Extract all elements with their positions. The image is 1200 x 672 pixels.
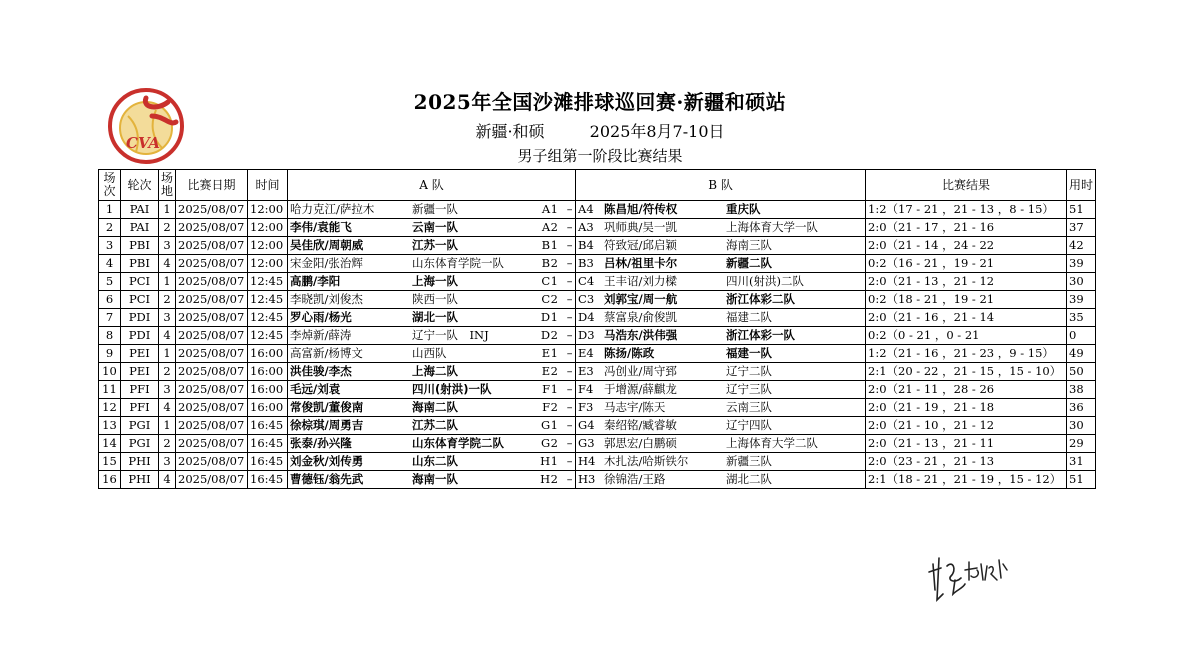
team-a-players: 李晓凯/刘俊杰 (290, 292, 363, 306)
cell-no: 7 (99, 309, 121, 327)
cell-duration: 30 (1067, 273, 1096, 291)
team-b-name: 海南三队 (726, 238, 773, 252)
cell-team-a (288, 327, 576, 345)
cell-round: PBI (121, 237, 159, 255)
cell-court: 4 (159, 471, 176, 489)
team-a-name: 上海一队 (412, 274, 459, 288)
team-b-name: 辽宁三队 (726, 382, 773, 396)
table-row (99, 201, 1096, 219)
cell-team-a (288, 363, 576, 381)
team-b-seed: C4 (578, 274, 595, 288)
team-a-name: 上海二队 (412, 364, 459, 378)
team-a-players: 常俊凯/董俊南 (290, 400, 364, 414)
cell-time: 12:00 (248, 219, 288, 237)
cell-no: 3 (99, 237, 121, 255)
team-b-players: 马浩东/洪伟强 (604, 328, 678, 342)
cell-team-b (576, 237, 866, 255)
cell-result: 2:0（21 - 19 ，21 - 18 (866, 399, 1067, 417)
team-a-players: 李伟/袁能飞 (290, 220, 352, 234)
team-a-name: 江苏一队 (412, 238, 459, 252)
cell-duration: 51 (1067, 471, 1096, 489)
table-row (99, 417, 1096, 435)
cell-duration: 51 (1067, 201, 1096, 219)
cell-team-b (576, 255, 866, 273)
cell-time: 12:00 (248, 255, 288, 273)
col-header-date: 比赛日期 (176, 170, 248, 201)
cell-time: 16:00 (248, 363, 288, 381)
cell-round: PGI (121, 435, 159, 453)
team-a-seed: C1 – (541, 274, 574, 288)
team-b-players: 吕林/祖里卡尔 (604, 256, 678, 270)
cell-duration: 50 (1067, 363, 1096, 381)
table-row (99, 363, 1096, 381)
team-b-players: 巩师典/吴一凯 (604, 220, 677, 234)
team-b-name: 湖北二队 (726, 472, 773, 486)
table-row (99, 219, 1096, 237)
cell-no: 14 (99, 435, 121, 453)
cell-team-a (288, 345, 576, 363)
cell-duration: 35 (1067, 309, 1096, 327)
team-b-name: 新疆二队 (726, 256, 773, 270)
team-b-name: 重庆队 (726, 202, 761, 216)
cell-date: 2025/08/07 (176, 273, 248, 291)
team-a-name: 山东体育学院一队 (412, 256, 505, 270)
cell-duration: 29 (1067, 435, 1096, 453)
cell-result: 0:2（0 - 21 ，0 - 21 (866, 327, 1067, 345)
cell-round: PDI (121, 327, 159, 345)
table-row (99, 345, 1096, 363)
cell-no: 10 (99, 363, 121, 381)
cell-court: 2 (159, 219, 176, 237)
col-header-team-b: B 队 (576, 170, 866, 201)
team-a-players: 哈力克江/萨拉木 (290, 202, 375, 216)
cell-team-b (576, 435, 866, 453)
cell-no: 13 (99, 417, 121, 435)
team-a-seed: A2 – (541, 220, 574, 234)
team-b-players: 木扎法/哈斯铁尔 (604, 454, 689, 468)
cell-team-a (288, 453, 576, 471)
team-a-name: 云南一队 (412, 220, 459, 234)
cell-duration: 42 (1067, 237, 1096, 255)
team-b-players: 符致冠/邱启颖 (604, 238, 677, 252)
team-b-players: 王丰诏/刘力樑 (604, 274, 677, 288)
cell-no: 9 (99, 345, 121, 363)
cell-court: 2 (159, 363, 176, 381)
cell-team-a (288, 417, 576, 435)
cell-team-b (576, 327, 866, 345)
cell-result: 0:2（16 - 21 ，19 - 21 (866, 255, 1067, 273)
cell-date: 2025/08/07 (176, 471, 248, 489)
team-b-seed: F4 (578, 382, 594, 396)
team-b-name: 浙江体彩一队 (726, 328, 796, 342)
team-a-players: 曹德钰/翁先武 (290, 472, 364, 486)
team-b-players: 马志宇/陈天 (604, 400, 666, 414)
team-a-name: 山东二队 (412, 454, 459, 468)
cell-round: PEI (121, 345, 159, 363)
cell-date: 2025/08/07 (176, 291, 248, 309)
results-table (98, 169, 1096, 489)
team-a-players: 罗心雨/杨光 (290, 310, 352, 324)
cell-court: 1 (159, 345, 176, 363)
team-a-name: 湖北一队 (412, 310, 459, 324)
team-b-players: 秦绍铭/臧睿敏 (604, 418, 677, 432)
cell-result: 2:0（21 - 16 ，21 - 14 (866, 309, 1067, 327)
team-a-name: 辽宁一队 INJ (412, 328, 489, 342)
cell-time: 16:45 (248, 417, 288, 435)
cell-result: 0:2（18 - 21 ，19 - 21 (866, 291, 1067, 309)
cell-round: PGI (121, 417, 159, 435)
team-b-name: 浙江体彩二队 (726, 292, 796, 306)
cell-no: 5 (99, 273, 121, 291)
cell-court: 4 (159, 255, 176, 273)
table-row (99, 435, 1096, 453)
team-b-seed: B3 (578, 256, 594, 270)
cell-round: PEI (121, 363, 159, 381)
col-header-team-a: A 队 (288, 170, 576, 201)
cell-court: 4 (159, 399, 176, 417)
team-b-name: 辽宁四队 (726, 418, 773, 432)
table-row (99, 237, 1096, 255)
col-header-court: 场地 (159, 170, 176, 201)
team-a-seed: G1 – (540, 418, 574, 432)
team-b-name: 云南三队 (726, 400, 773, 414)
cell-court: 3 (159, 381, 176, 399)
cell-duration: 38 (1067, 381, 1096, 399)
event-location: 新疆·和硕 (475, 122, 545, 141)
col-header-round: 轮次 (121, 170, 159, 201)
table-row (99, 255, 1096, 273)
cell-team-b (576, 201, 866, 219)
team-a-players: 吴佳欣/周朝威 (290, 238, 364, 252)
col-header-result: 比赛结果 (866, 170, 1067, 201)
cell-time: 16:45 (248, 471, 288, 489)
team-a-name: 陕西一队 (412, 292, 459, 306)
team-a-players: 徐棕琪/周勇吉 (290, 418, 364, 432)
team-a-players: 高富新/杨博文 (290, 346, 363, 360)
event-dates: 2025年8月7-10日 (589, 122, 725, 141)
cell-court: 1 (159, 201, 176, 219)
cell-duration: 0 (1067, 327, 1096, 345)
cell-round: PFI (121, 381, 159, 399)
cell-team-a (288, 309, 576, 327)
cell-time: 12:00 (248, 237, 288, 255)
team-a-seed: G2 – (540, 436, 574, 450)
team-a-name: 山东体育学院二队 (412, 436, 505, 450)
team-b-seed: H3 (578, 472, 596, 486)
team-a-name: 山西队 (412, 346, 447, 360)
cell-round: PCI (121, 273, 159, 291)
cell-date: 2025/08/07 (176, 345, 248, 363)
cell-result: 2:1（18 - 21 ，21 - 19 ，15 - 12） (866, 471, 1067, 489)
cell-date: 2025/08/07 (176, 255, 248, 273)
cell-no: 15 (99, 453, 121, 471)
cell-date: 2025/08/07 (176, 201, 248, 219)
team-a-seed: A1 – (541, 202, 574, 216)
team-a-seed: D1 – (540, 310, 574, 324)
team-b-seed: C3 (578, 292, 595, 306)
cell-result: 1:2（21 - 16 ，21 - 23 ，9 - 15） (866, 345, 1067, 363)
cell-date: 2025/08/07 (176, 417, 248, 435)
team-b-players: 郭思宏/白鹏硕 (604, 436, 677, 450)
cell-team-a (288, 399, 576, 417)
cell-team-b (576, 309, 866, 327)
cell-time: 16:00 (248, 381, 288, 399)
team-b-seed: G4 (578, 418, 595, 432)
team-b-seed: B4 (578, 238, 594, 252)
cell-result: 2:0（21 - 10 ，21 - 12 (866, 417, 1067, 435)
table-row (99, 453, 1096, 471)
team-a-seed: E2 – (541, 364, 574, 378)
cell-time: 12:00 (248, 201, 288, 219)
team-b-seed: A4 (578, 202, 594, 216)
cell-duration: 39 (1067, 291, 1096, 309)
cell-no: 8 (99, 327, 121, 345)
team-a-seed: H2 – (540, 472, 574, 486)
cell-team-a (288, 255, 576, 273)
team-a-name: 海南二队 (412, 400, 459, 414)
team-b-seed: D4 (578, 310, 595, 324)
cell-round: PAI (121, 201, 159, 219)
team-a-name: 新疆一队 (412, 202, 459, 216)
cell-date: 2025/08/07 (176, 453, 248, 471)
col-header-duration: 用时 (1067, 170, 1096, 201)
cell-duration: 49 (1067, 345, 1096, 363)
team-b-name: 上海体育大学一队 (726, 220, 819, 234)
team-b-seed: F3 (578, 400, 594, 414)
cell-team-a (288, 219, 576, 237)
table-row (99, 381, 1096, 399)
table-row (99, 309, 1096, 327)
team-a-seed: E1 – (541, 346, 574, 360)
cell-time: 12:45 (248, 309, 288, 327)
cell-time: 16:45 (248, 435, 288, 453)
team-b-players: 蔡富泉/俞俊凯 (604, 310, 677, 324)
team-a-name: 江苏二队 (412, 418, 459, 432)
cell-duration: 31 (1067, 453, 1096, 471)
cell-no: 6 (99, 291, 121, 309)
cell-court: 1 (159, 417, 176, 435)
event-info (0, 119, 1200, 142)
team-a-seed: C2 – (541, 292, 574, 306)
cell-result: 2:0（21 - 13 ，21 - 12 (866, 273, 1067, 291)
cell-round: PHI (121, 453, 159, 471)
cell-result: 2:0（23 - 21 ，21 - 13 (866, 453, 1067, 471)
cell-team-b (576, 219, 866, 237)
cell-team-a (288, 435, 576, 453)
col-header-no: 场次 (99, 170, 121, 201)
cell-team-a (288, 237, 576, 255)
team-b-seed: A3 (578, 220, 594, 234)
cell-team-a (288, 201, 576, 219)
team-b-seed: E4 (578, 346, 594, 360)
team-a-players: 高鹏/李阳 (290, 274, 341, 288)
cell-duration: 36 (1067, 399, 1096, 417)
cell-date: 2025/08/07 (176, 309, 248, 327)
cell-date: 2025/08/07 (176, 363, 248, 381)
table-row (99, 291, 1096, 309)
team-a-players: 宋金阳/张治辉 (290, 256, 363, 270)
cell-round: PAI (121, 219, 159, 237)
table-row (99, 471, 1096, 489)
cell-no: 2 (99, 219, 121, 237)
team-a-name: 四川(射洪)一队 (412, 382, 492, 396)
cell-no: 12 (99, 399, 121, 417)
table-header-row (99, 170, 1096, 201)
cell-date: 2025/08/07 (176, 399, 248, 417)
team-b-players: 陈扬/陈政 (604, 346, 655, 360)
team-a-name: 海南一队 (412, 472, 459, 486)
logo-text: CVA (126, 134, 161, 152)
team-b-name: 福建二队 (726, 310, 773, 324)
team-a-players: 洪佳骏/李杰 (290, 364, 352, 378)
cell-time: 16:45 (248, 453, 288, 471)
team-a-seed: H1 – (540, 454, 574, 468)
team-b-players: 徐锦浩/王路 (604, 472, 666, 486)
cell-time: 16:00 (248, 399, 288, 417)
cell-team-a (288, 471, 576, 489)
cell-round: PDI (121, 309, 159, 327)
cell-duration: 30 (1067, 417, 1096, 435)
team-b-players: 冯创业/周守郅 (604, 364, 677, 378)
team-a-seed: F2 – (542, 400, 574, 414)
cell-result: 2:0（21 - 14 ，24 - 22 (866, 237, 1067, 255)
cell-team-b (576, 273, 866, 291)
cell-time: 12:45 (248, 273, 288, 291)
cell-court: 4 (159, 327, 176, 345)
table-row (99, 273, 1096, 291)
cell-team-b (576, 453, 866, 471)
team-b-name: 四川(射洪)二队 (726, 274, 804, 288)
team-b-seed: E3 (578, 364, 594, 378)
handwritten-signature (925, 550, 1015, 606)
cell-court: 3 (159, 309, 176, 327)
table-row (99, 399, 1096, 417)
cell-team-a (288, 273, 576, 291)
cell-team-a (288, 381, 576, 399)
cell-date: 2025/08/07 (176, 381, 248, 399)
table-row (99, 327, 1096, 345)
cell-team-b (576, 363, 866, 381)
cell-team-b (576, 291, 866, 309)
cell-time: 12:45 (248, 327, 288, 345)
cell-team-b (576, 381, 866, 399)
cell-court: 2 (159, 291, 176, 309)
cell-date: 2025/08/07 (176, 435, 248, 453)
cell-team-b (576, 345, 866, 363)
team-b-seed: D3 (578, 328, 595, 342)
cell-time: 12:45 (248, 291, 288, 309)
team-a-players: 李焯新/薛涛 (290, 328, 352, 342)
cell-round: PCI (121, 291, 159, 309)
cell-result: 2:0（21 - 13 ，21 - 11 (866, 435, 1067, 453)
cell-no: 4 (99, 255, 121, 273)
cell-time: 16:00 (248, 345, 288, 363)
cell-no: 1 (99, 201, 121, 219)
cell-court: 3 (159, 237, 176, 255)
team-b-name: 福建一队 (726, 346, 773, 360)
team-a-seed: F1 – (542, 382, 574, 396)
team-b-name: 上海体育大学二队 (726, 436, 819, 450)
cell-date: 2025/08/07 (176, 219, 248, 237)
team-a-seed: D2 – (540, 328, 574, 342)
team-b-seed: H4 (578, 454, 596, 468)
cell-date: 2025/08/07 (176, 237, 248, 255)
table-body (99, 201, 1096, 489)
team-a-seed: B1 – (541, 238, 574, 252)
team-b-name: 辽宁二队 (726, 364, 773, 378)
cell-court: 2 (159, 435, 176, 453)
team-b-players: 于增源/薛麒龙 (604, 382, 677, 396)
cell-team-b (576, 471, 866, 489)
cell-result: 1:2（17 - 21 ，21 - 13 ，8 - 15） (866, 201, 1067, 219)
cell-court: 3 (159, 453, 176, 471)
cell-team-a (288, 291, 576, 309)
cell-round: PFI (121, 399, 159, 417)
cell-round: PHI (121, 471, 159, 489)
cell-no: 16 (99, 471, 121, 489)
cell-result: 2:0（21 - 17 ，21 - 16 (866, 219, 1067, 237)
team-b-players: 刘郭宝/周一航 (604, 292, 678, 306)
team-b-seed: G3 (578, 436, 595, 450)
cell-duration: 39 (1067, 255, 1096, 273)
cell-court: 1 (159, 273, 176, 291)
cell-date: 2025/08/07 (176, 327, 248, 345)
cell-result: 2:0（21 - 11 ，28 - 26 (866, 381, 1067, 399)
team-b-name: 新疆三队 (726, 454, 773, 468)
page-title: 2025年全国沙滩排球巡回赛·新疆和硕站 (413, 90, 787, 114)
group-title: 男子组第一阶段比赛结果 (517, 147, 683, 165)
team-a-players: 刘金秋/刘传勇 (290, 454, 364, 468)
team-a-seed: B2 – (541, 256, 574, 270)
col-header-time: 时间 (248, 170, 288, 201)
team-b-players: 陈昌旭/符传权 (604, 202, 678, 216)
cell-duration: 37 (1067, 219, 1096, 237)
cell-result: 2:1（20 - 22 ，21 - 15 ，15 - 10） (866, 363, 1067, 381)
cell-no: 11 (99, 381, 121, 399)
team-a-players: 毛远/刘袁 (290, 382, 341, 396)
cell-round: PBI (121, 255, 159, 273)
cell-team-b (576, 417, 866, 435)
team-a-players: 张泰/孙兴隆 (290, 436, 352, 450)
cell-team-b (576, 399, 866, 417)
